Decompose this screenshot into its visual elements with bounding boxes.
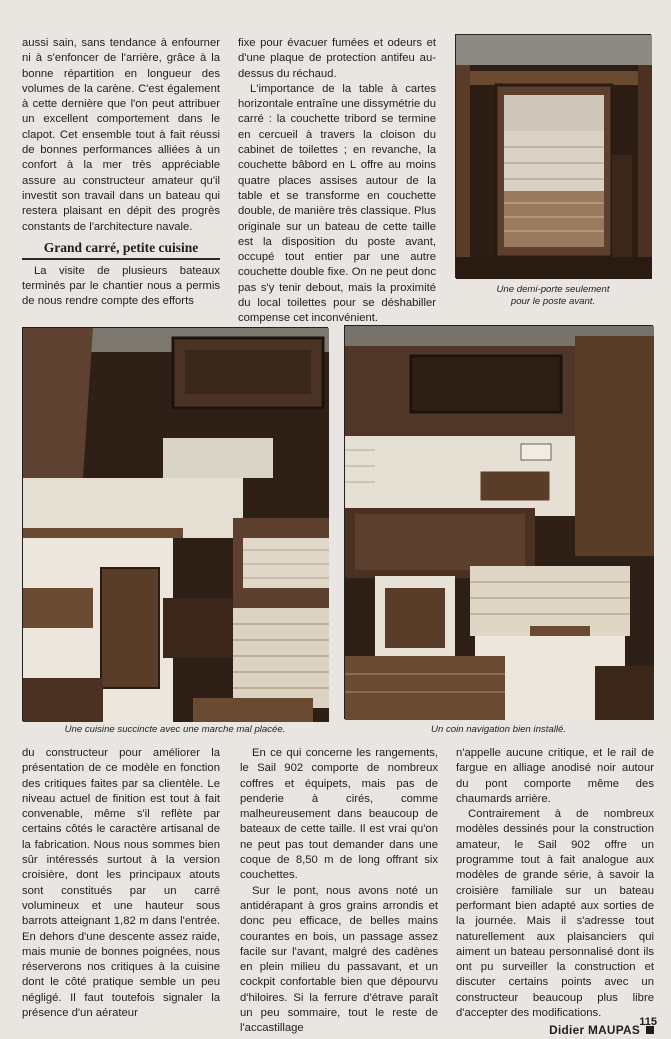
paragraph: L'importance de la table à cartes horizontale entraîne une dissymétrie du carré : la couchette tribord se termine en cercueil à travers la cloison du cabinet de toilettes ; en revanche, la couchette bâbord en L offre au moins quatre places assises autour de la table et se transforme en couchette double, de manière très classique. Plus originale sur un bateau de cette taille est la disposition du poste avant, occupé tout entier par une autre couchette double fixe. On ne peut donc pas s'y tenir debout, mais la proximité du local toilettes pour se déshabiller compense cet inconvénient. bbox=[238, 82, 436, 325]
galley-caption: Une cuisine succincte avec une marche mal placée. bbox=[64, 724, 286, 735]
paragraph: La visite de plusieurs bateaux terminés par le chantier nous a permis de nous rendre compte des efforts bbox=[22, 264, 220, 308]
article-column-3 bbox=[22, 746, 220, 1021]
navigation-illustration bbox=[345, 326, 654, 720]
section-heading: Grand carré, petite cuisine bbox=[22, 239, 220, 260]
galley-photo bbox=[22, 327, 328, 721]
page-number: 115 bbox=[639, 1016, 657, 1028]
article-column-2 bbox=[238, 36, 436, 327]
forward-berth-illustration bbox=[456, 35, 652, 279]
navigation-caption: Un coin navigation bien installé. bbox=[431, 724, 566, 735]
forward-berth-photo bbox=[455, 34, 651, 278]
forward-berth-caption bbox=[455, 284, 651, 308]
paragraph: fixe pour évacuer fumées et odeurs et d'une plaque de protection antifeu au-dessus du réchaud. bbox=[238, 37, 436, 80]
author-name: Didier MAUPAS bbox=[549, 1023, 640, 1038]
caption-line: pour le poste avant. bbox=[510, 296, 596, 307]
article-column-4 bbox=[240, 746, 438, 1037]
article-column-5 bbox=[456, 746, 654, 1039]
author-signature bbox=[456, 1023, 654, 1038]
paragraph: Contrairement à de nombreux modèles dessinés pour la construction amateur, le Sail 902 offre un programme tout à fait analogue aux modèles de grande série, à savoir la croisière familiale sur un bateau performant bien adapté aux sorties de la journée. Mais il s'adresse tout naturellement aux plaisanciers qui aiment un bateau personnalisé dont ils ont pu surveiller la construction et discuter certains points avec un constructeur beaucoup plus libre d'accepter des modifications. bbox=[456, 808, 654, 1020]
article-column-1 bbox=[22, 36, 220, 310]
navigation-photo bbox=[344, 325, 653, 719]
paragraph: n'appelle aucune critique, et le rail de fargue en alliage anodisé noir autour du pont comporte même des chaumards arrière. bbox=[456, 747, 654, 805]
paragraph: aussi sain, sans tendance à enfourner ni à s'enfoncer de l'arrière, grâce à la bonne répartition en longueur des volumes de la carène. C'est également à cette dernière que l'on peut attribuer un excellent comportement dans le clapot. Cet ensemble tout à fait réussi de bonnes performances alliées à un confort à la mer très appréciable assure au constructeur amateur qu'il investit son travail dans un bateau qui restera plaisant en dépit des progrès constants de l'architecture navale. bbox=[22, 37, 220, 233]
caption-line: Une demi-porte seulement bbox=[496, 284, 610, 295]
paragraph: En ce qui concerne les rangements, le Sail 902 comporte de nombreux coffres et équipets, mais pas de penderie à cirés, comme malheureusement dans beaucoup de bateaux de cette taille. Il est vrai qu'on ne peut pas tout demander dans une coque de 8,50 m de long offrant six couchettes. bbox=[240, 747, 438, 882]
galley-illustration bbox=[23, 328, 329, 722]
paragraph: du constructeur pour améliorer la présentation de ce modèle en fonction des critiques faites par sa clientèle. Le niveau actuel de finition est tout à fait convenable, même s'il reflète par certains côtés le caractère artisanal de la fabrication. Nous nous sommes bien sûr intéressés surtout à la version croisière, dont les principaux atouts sont constitués par un carré volumineux et une hauteur sous barrots atteignant 1,82 m dans l'entrée. En dehors d'une descente assez raide, mais munie de bonnes poignées, nous réserverons nos critiques à la cuisine dont le côté pratique semble un peu négligé. Il faut toutefois signaler la présence d'un aérateur bbox=[22, 747, 220, 1020]
paragraph: Sur le pont, nous avons noté un antidérapant à gros grains arrondis et donc peu efficace, de belles mains courantes en bois, un passage assez facile sur l'avant, malgré des cadènes en plein milieu du passavant, et un cockpit confortable bien que dépourvu d'hiloires. Si la ferrure d'étrave paraît un peu sommaire, tout le reste de l'accastillage bbox=[240, 884, 438, 1035]
